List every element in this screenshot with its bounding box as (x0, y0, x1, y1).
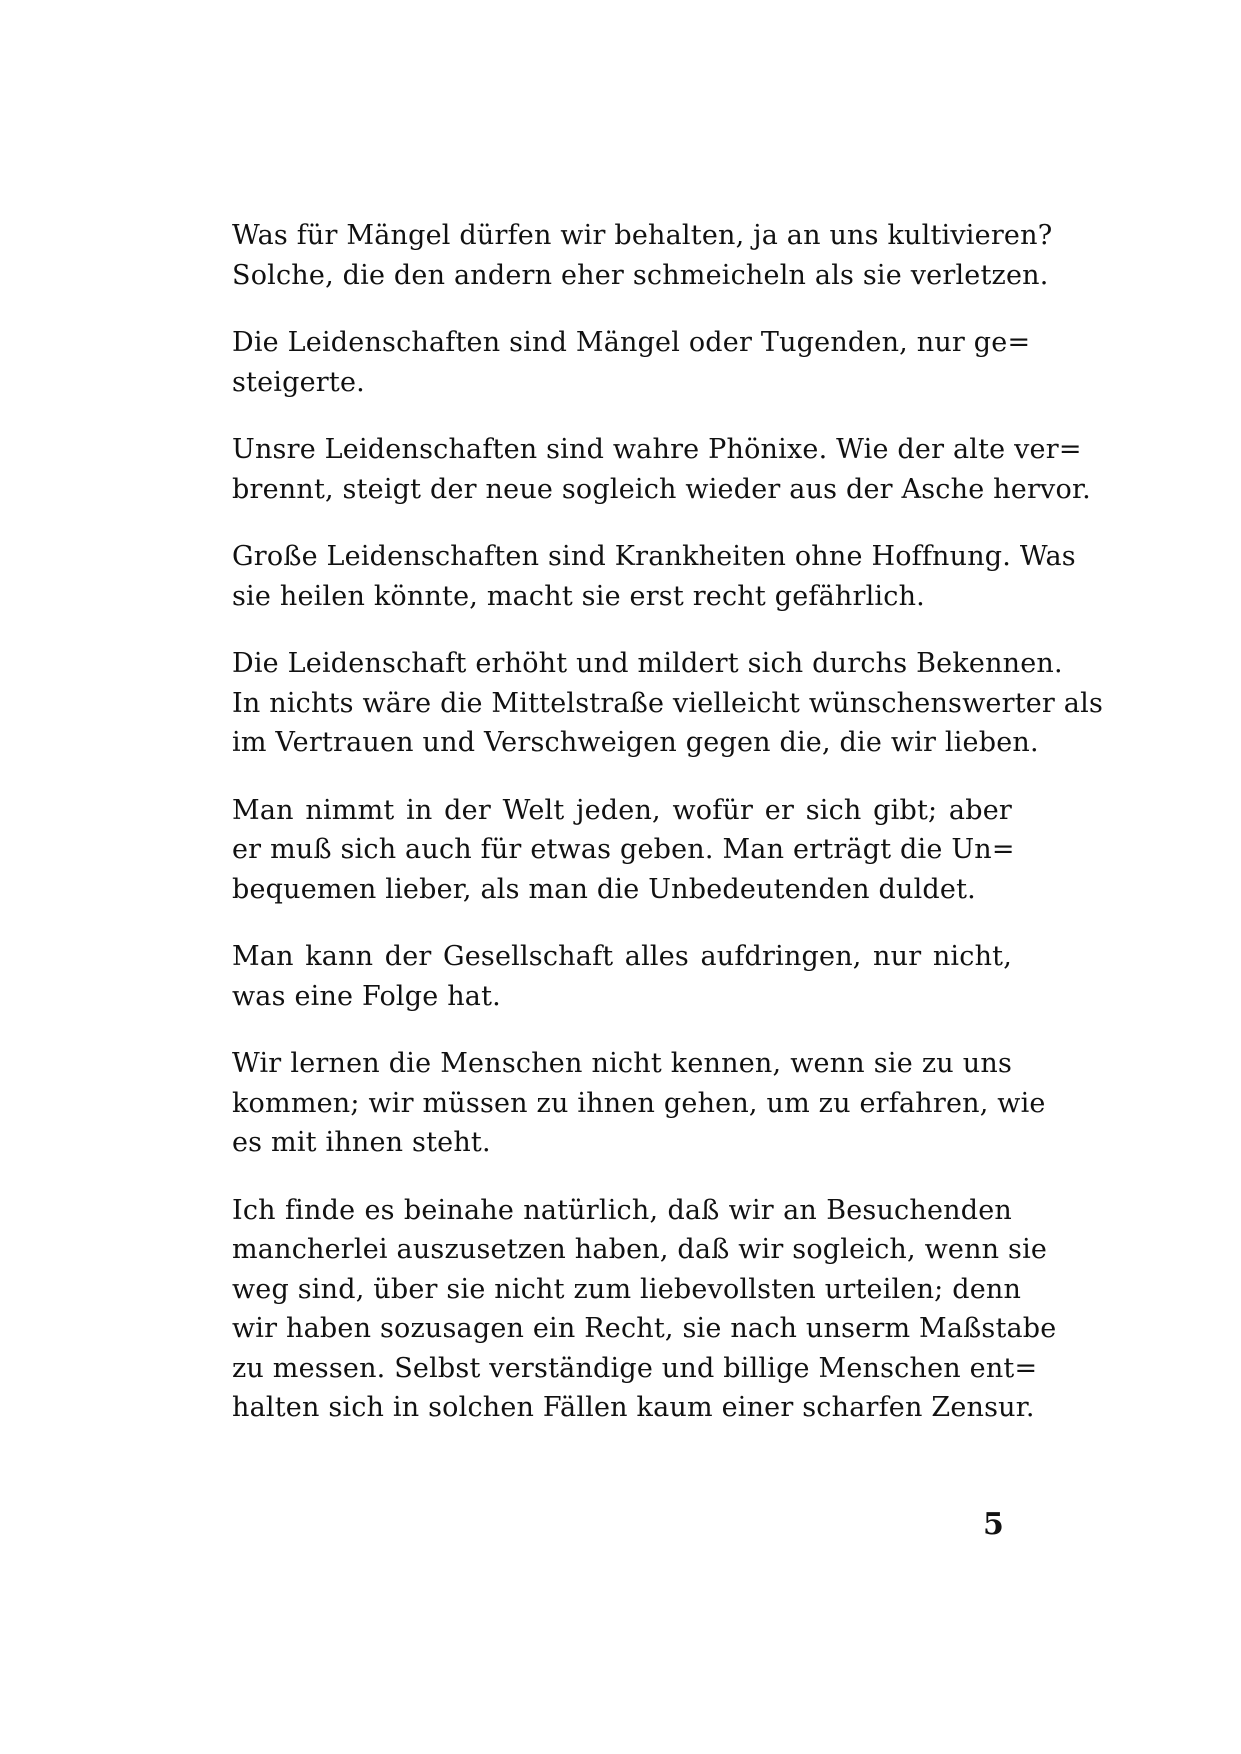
text-line: er muß sich auch für etwas geben. Man erträgt die Un= (232, 834, 1015, 865)
text-line: steigerte. (232, 366, 365, 398)
paragraph-7 (232, 937, 1012, 1016)
paragraph-6 (232, 791, 1015, 910)
text-line: Ich finde es beinahe natürlich, daß wir an Besuchenden (232, 1194, 1012, 1226)
text-line: Man nimmt in der Welt jeden, wofür er sich gibt; aber (232, 794, 1012, 826)
text-line: In nichts wäre die Mittelstraße vielleicht wünschenswerter als (232, 687, 1103, 719)
text-line: Die Leidenschaften sind Mängel oder Tugenden, nur ge= (232, 327, 1031, 358)
text-line: Unsre Leidenschaften sind wahre Phönixe. Wie der alte ver= (232, 434, 1082, 465)
text-line: zu messen. Selbst verständige und billige Menschen ent= (232, 1352, 1038, 1384)
text-line: Wir lernen die Menschen nicht kennen, wenn sie zu uns (232, 1048, 1012, 1079)
paragraph-8 (232, 1044, 1046, 1163)
text-line: Was für Mängel dürfen wir behalten, ja an uns kultivieren? (232, 220, 1053, 251)
paragraph-2 (232, 323, 1031, 402)
page-number: 5 (983, 1507, 1004, 1542)
paragraph-5 (232, 644, 1103, 763)
paragraph-1 (232, 216, 1053, 295)
text-line: im Vertrauen und Verschweigen gegen die, die wir lieben. (232, 727, 1039, 758)
text-line: es mit ihnen steht. (232, 1127, 491, 1158)
paragraph-9 (232, 1191, 1057, 1428)
text-line: halten sich in solchen Fällen kaum einer scharfen Zensur. (232, 1392, 1035, 1423)
text-line: brennt, steigt der neue sogleich wieder aus der Asche hervor. (232, 473, 1091, 505)
text-line: Große Leidenschaften sind Krankheiten ohne Hoffnung. Was (232, 541, 1076, 572)
body-text (232, 216, 1103, 1428)
text-line: mancherlei auszusetzen haben, daß wir sogleich, wenn sie (232, 1234, 1048, 1265)
text-line: Man kann der Gesellschaft alles aufdringen, nur nicht, (232, 941, 1012, 972)
text-line: was eine Folge hat. (232, 980, 501, 1012)
text-line: bequemen lieber, als man die Unbedeutenden duldet. (232, 873, 976, 905)
text-line: Solche, die den andern eher schmeicheln als sie verletzen. (232, 259, 1049, 291)
paragraph-3 (232, 430, 1091, 509)
text-line: weg sind, über sie nicht zum liebevollsten urteilen; denn (232, 1273, 1022, 1305)
text-line: kommen; wir müssen zu ihnen gehen, um zu erfahren, wie (232, 1087, 1046, 1119)
text-line: wir haben sozusagen ein Recht, sie nach unserm Maßstabe (232, 1313, 1057, 1344)
text-line: Die Leidenschaft erhöht und mildert sich durchs Bekennen. (232, 648, 1063, 679)
text-line: sie heilen könnte, macht sie erst recht gefährlich. (232, 580, 925, 612)
paragraph-4 (232, 537, 1076, 616)
